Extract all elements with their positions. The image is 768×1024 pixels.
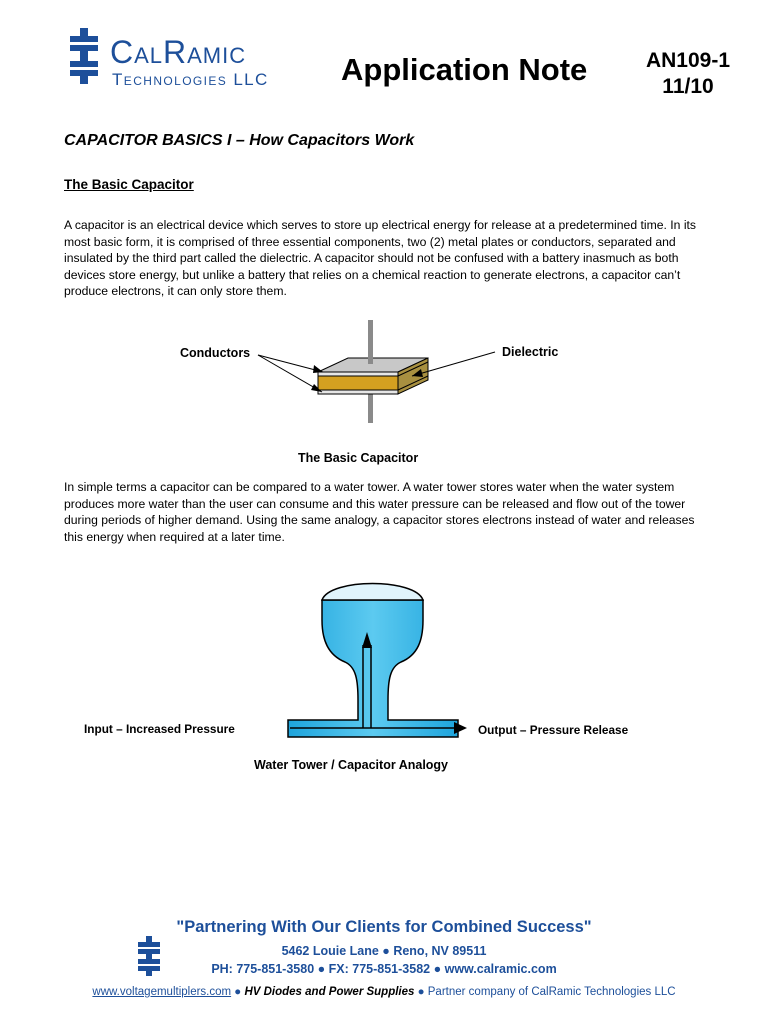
water-tower-dome [322, 584, 423, 601]
conductors-label: Conductors [180, 346, 251, 360]
right-arrow-icon [454, 722, 467, 734]
capacitor-figure-caption: The Basic Capacitor [298, 451, 419, 465]
paragraph-intro: A capacitor is an electrical device which serves to store up electrical energy for release at a predetermined time. In its most basic form, it is comprised of three essential components, two (2) metal plates or conductors, separated and insulated by the third part called the dielectric. A capacitor should not be confused with a battery inasmuch as both devices store energy, but unlike a battery that relies on a chemical reaction to generate electrons, a capacitor can’t produce electrons, it can only store them. [64, 218, 697, 298]
document-subject: CAPACITOR BASICS I – How Capacitors Work [64, 132, 415, 149]
footer-separator-2: ● [414, 986, 428, 998]
footer-products: HV Diodes and Power Supplies [244, 986, 415, 998]
footer-bottom-line [0, 986, 768, 998]
footer-separator: ● [231, 986, 245, 998]
dielectric-label: Dielectric [502, 345, 559, 359]
document-number: AN109-1 [645, 49, 731, 72]
footer-tagline: "Partnering With Our Clients for Combined Success" [176, 918, 592, 936]
voltagemultipliers-link[interactable]: www.voltagemultiplers.com [92, 986, 232, 998]
footer-partner: Partner company of CalRamic Technologies LLC [427, 986, 676, 998]
footer-address: 5462 Louie Lane ● Reno, NV 89511 [281, 944, 487, 958]
section-heading: The Basic Capacitor [64, 177, 194, 192]
document-type-title: Application Note [341, 52, 588, 87]
output-pressure-label: Output – Pressure Release [478, 723, 629, 737]
logo-subname: Technologies LLC [112, 70, 269, 89]
input-pressure-label: Input – Increased Pressure [84, 722, 235, 736]
water-tower-tank [288, 600, 458, 737]
water-tower-figure-caption: Water Tower / Capacitor Analogy [254, 758, 449, 772]
document-date: 11/10 [662, 75, 714, 98]
logo-name: CalRamic [110, 34, 247, 70]
footer-contact: PH: 775-851-3580 ● FX: 775-851-3582 ● www.calramic.com [211, 962, 557, 976]
paragraph-water-tower: In simple terms a capacitor can be compared to a water tower. A water tower stores water when the water system produces more water than the user can consume and this water pressure can be released and flow out of the tower during periods of higher demand. Using the same analogy, a capacitor stores electrons instead of water and releases this energy when required at a later time. [64, 480, 695, 544]
